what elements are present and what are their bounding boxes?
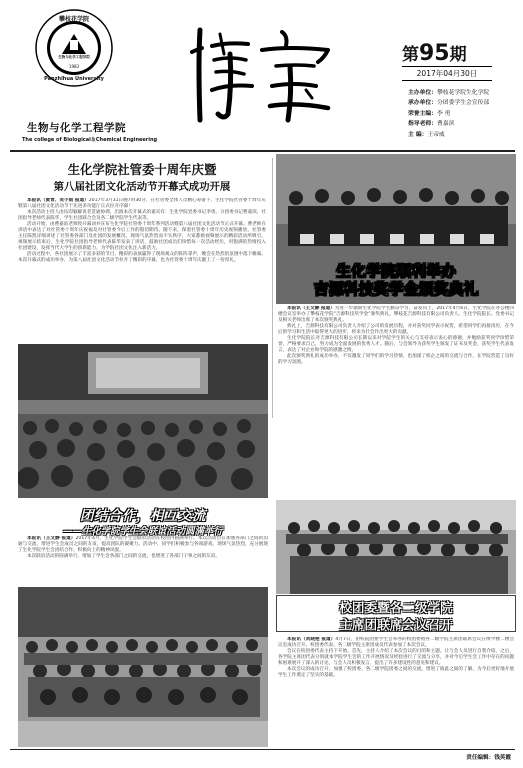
article4-body <box>278 637 514 743</box>
issue-number-value: 95 <box>419 41 450 66</box>
article2-paragraph: 本报讯（王文静 报道）为进一步激励生化学院学生勤奋学习、奋发向上，2017年4月6日，生化学院在办公楼四楼会议室举办了攀枝花学院“吉源科技奖学金”颁奖典礼。攀枝花吉源科技有限公司负责人、生化学院院长、党委书记及相关老师出席了本次颁奖典礼。 <box>278 306 514 323</box>
article1-title: 生化学院社管委十周年庆暨 <box>67 162 217 177</box>
article4-title: 校团委暨各二级学院 <box>339 600 453 615</box>
event-photo-meeting-group <box>276 500 516 594</box>
article1-paragraph: 活动开始，由曹嘉滨老师致开幕词并宣布生化学院社管委十周年系列活动暨第八届社团文化活动节正式开幕。曹老师在讲话中表达了对社管委十周年庆祝福及对社管委今后工作的殷切期待。随下来，保着社管委十周年历史视频播放，社管委主任陈凯详细讲述了社管委各部门及社团的发展概况，现场气氛热烈而不失秩序，大家都被视频展示的精彩活动所吸引，视频展示结束后，生化学院社团指导老师代表陈华发表了讲话，鼓励社团成员们珍惜每一次活动经历，用饱满的热情投入社团建设，发挥当代大学生的创新能力，为学院社团文化注入新活力。 <box>18 222 266 251</box>
event-photo-union-group <box>18 587 268 747</box>
article4-paragraph: 本次会议的成功召开，加强了校团委、各二级学院团委之间的交流，增进了彼此之间的了解，为今后更好地开展学生工作奠定了坚实的基础。 <box>278 667 514 678</box>
logo-year: 1983 <box>68 64 80 69</box>
credit-row: 指导老师：曹嘉滨 <box>408 121 455 128</box>
masthead-divider <box>10 150 515 152</box>
article4-paragraph: 会议在校团委代表主持下开始。首先，主持人介绍了本次会议的目的和主题，让与会人员进行自我介绍。之后，各学院主席团代表分别就本学院学生会的工作开展情况及经验进行了交流与分享，并对今后学生会工作中存在的问题和困难展开了深入的讨论，与会人员积极发言，提出了许多建设性的意见和建议。 <box>278 649 514 666</box>
credits-list <box>408 88 518 140</box>
logo-ring-en: Panzhihua University <box>44 76 104 82</box>
article3-paragraph: 本次联谊活动的圆满举行，增加了学生会各部门之间的交流，也增进了各部门干事之间的友谊。 <box>27 554 220 559</box>
article1-paragraph: 本次活动主持人由伍印颖解说者贯通协调，出演本次开幕式的嘉宾有：生化学院党委书记李勇，分团委书记曹嘉滨，社团指导老师代表陈华，学生社团联合会及各二级学院学生代表等。 <box>18 210 266 221</box>
credit-row: 荣誉主编：李 勇 <box>408 110 451 117</box>
article3-title: 团结合作，相互交流 <box>80 508 206 524</box>
issue-number <box>402 40 467 66</box>
article2-headline-line1: 生化学院顺利举办 <box>335 262 456 280</box>
credit-row: 主办单位：攀枝花学院生化学院 <box>408 90 490 96</box>
logo-center-text: 生物与化学工程学院 <box>58 55 90 59</box>
column-divider <box>272 158 273 418</box>
issue-suffix: 期 <box>449 45 467 65</box>
article1-paragraph: 本报讯（黄青、吴小雨 报道）2017年3月31日晚7时30分，在社管委全体人员精心筹备下，生化学院社管委十周年庆暨第八届社团文化活动节于先进多功能厅正式拉开序幕！ <box>18 198 266 209</box>
department-name-en: The college of Biological＆Chemical Engineering <box>22 137 158 143</box>
logo-ring-text: 攀枝花学院 <box>58 16 89 23</box>
event-photo-auditorium <box>18 344 268 498</box>
article2-paragraph: 生化学院院长对吉源科技有限公司长期以来对学院学生的关心与支持表示衷心的感谢，并勉励获奖同学珍惜荣誉，严格要求自己，努力成为全面发展的优秀人才。随后，与会领导为获奖学生颁发了证书及奖金，获奖学生代表发言，表达了对企业和学院的感激之情。 <box>278 336 514 353</box>
article2-headline-line2: 吉源科技奖学金颁奖典礼 <box>313 280 479 298</box>
credit-row: 承办单位：分团委学生会宣传部 <box>408 100 490 107</box>
footer-divider <box>10 749 515 750</box>
article1-subtitle: 第八届社团文化活动节开幕式成功开展 <box>53 181 231 193</box>
article1-body <box>18 198 266 338</box>
article1-paragraph: 活动过程中，各社团展示了丰富多彩的节目，精彩的表演赢得了现场观众的阵阵掌声，晚会在热烈的氛围中落下帷幕。本次开幕式的成功举办，为第八届社团文化活动节拉开了精彩的序幕，也为社管委十周年庆献上了一份厚礼。 <box>18 252 266 263</box>
article4-subtitle: 主席团联席会议召开 <box>339 617 453 632</box>
article2-body <box>278 306 514 496</box>
issue-date: 2017年04月30日 <box>402 66 492 81</box>
credit-row: 主 编：王帝威 <box>408 131 445 138</box>
article4-paragraph: 本报讯（刘晓艳 报道）4月7日，由校院团委学生会举办的校团委暨各二级学院主席团联席会议在博学楼二楼会议室成功召开。校团委代表、各二级学院主席团成员代表参加了本次会议。 <box>278 637 514 648</box>
responsible-editor: 责任编辑：钱英霞 <box>466 755 511 761</box>
calligraphy-title <box>178 24 348 128</box>
article2-paragraph: 此次颁奖典礼的成功举办，不仅激发了同学们的学习热情，也加深了校企之间的交流与合作，在学院营造了良好的学习氛围。 <box>278 354 514 365</box>
article3-paragraph: 本报讯（王文静 报道）2017年4月，生化学院学生会联谊活动在校园内圆满举行。本次活动旨在加强各部门之间的沟通与交流，增进学生会成员之间的友谊，提高团队的凝聚力。活动中，同学们积极参与各项游戏，现场气氛热烈，充分展现了生化学院学生会团结合作、积极向上的精神风貌。 <box>18 536 268 553</box>
article3-subtitle: ——生化学院学生会联谊活动圆满举行 <box>63 526 223 537</box>
article2-paragraph: 典礼上，吉源科技有限公司负责人介绍了公司的发展历程，并对获奖同学表示祝贺，希望同学们再接再厉，在今后的学习和生活中取得更大的进步，将来为社会作出更大的贡献。 <box>278 324 514 335</box>
article2-headline <box>282 262 510 298</box>
article3-body <box>18 536 268 586</box>
university-logo <box>34 8 114 88</box>
department-name: 生物与化学工程学院 <box>27 122 126 134</box>
issue-prefix: 第 <box>402 45 419 65</box>
